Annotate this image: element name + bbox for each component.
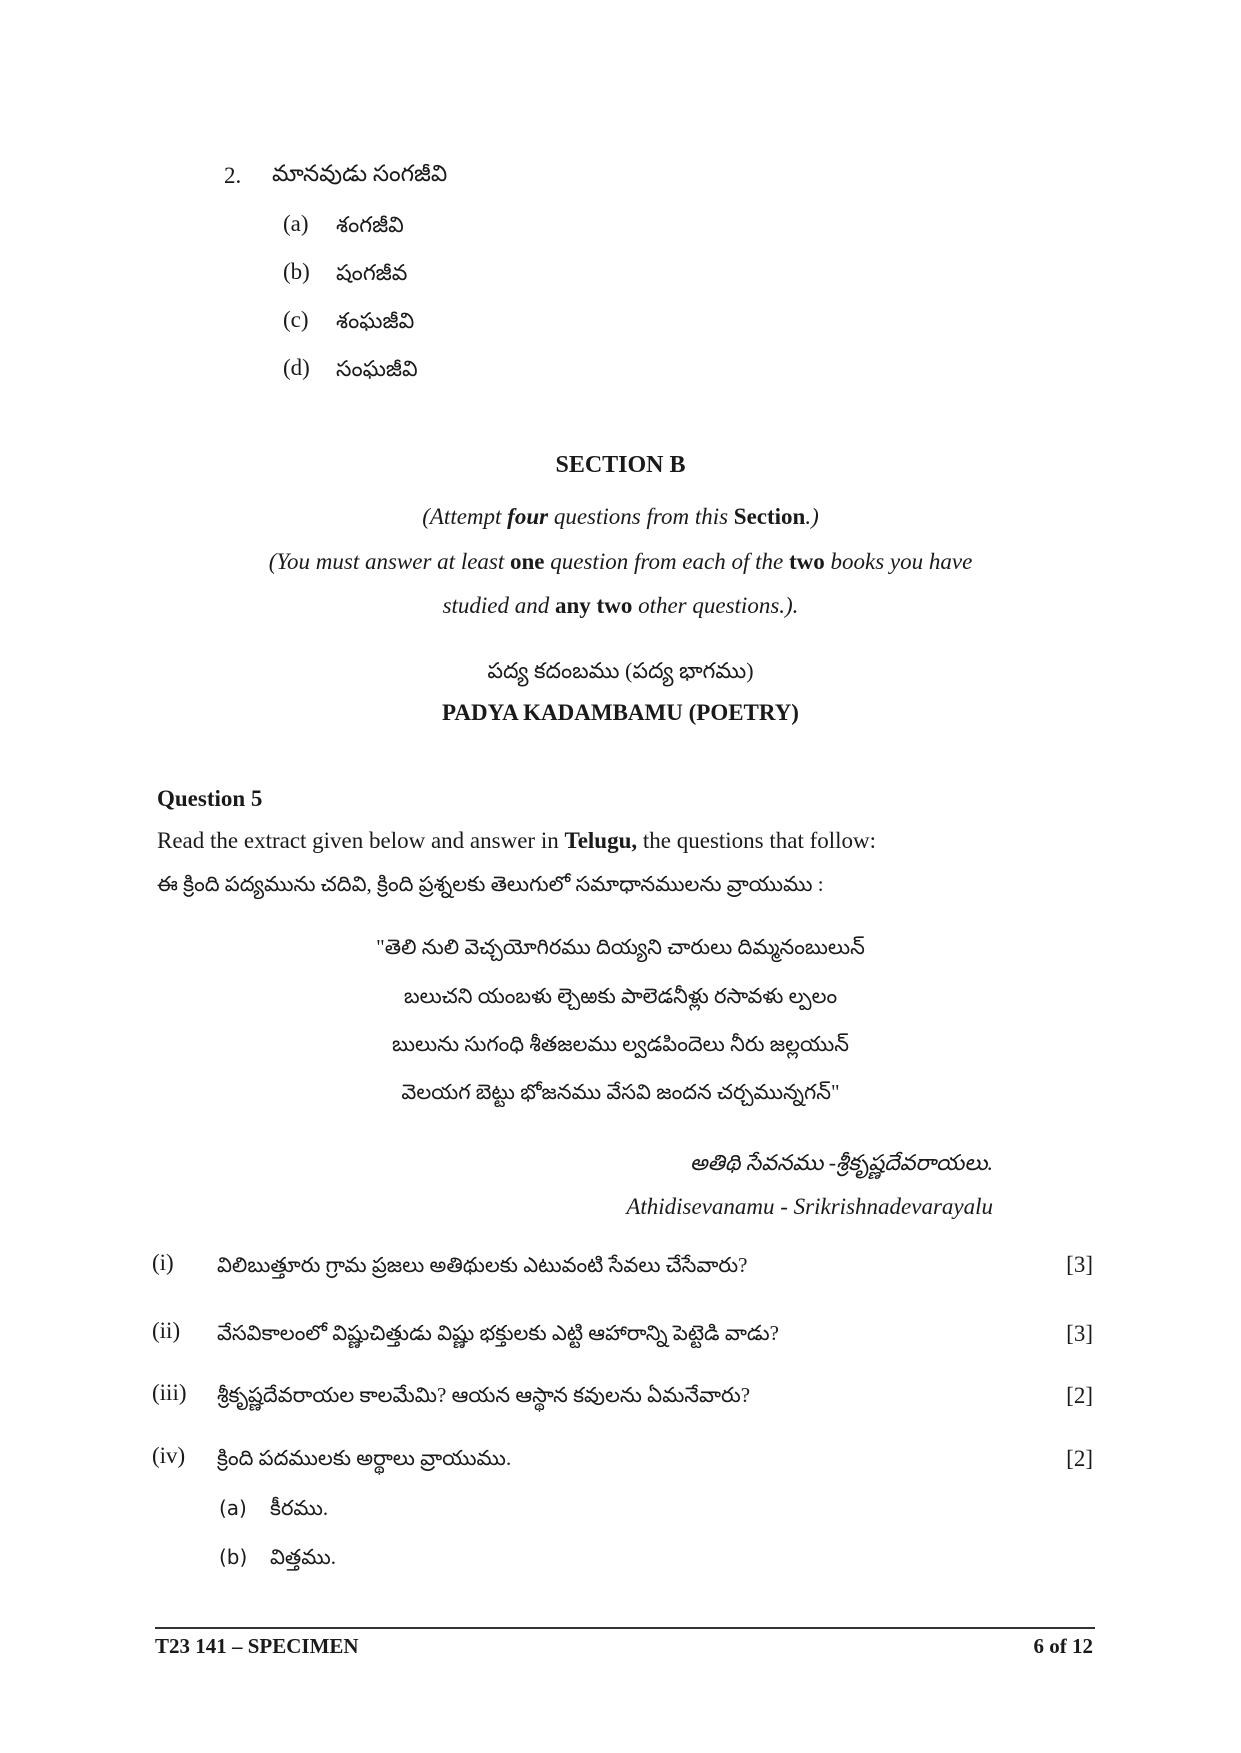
subquestion-marks: [3] [1066,1252,1093,1277]
option-label: (c) [283,307,309,332]
question-title: Question 5 [157,786,263,811]
option-text: శంగజీవి [336,212,404,237]
option-label: (d) [283,355,310,380]
subquestion-text: శ్రీకృష్ణదేవరాయల కాలమేమి? ఆయన ఆస్థాన కవులను ఏమనేవారు? [217,1383,751,1407]
poem-line: బలుచని యంబళు ల్చెఱకు పాలెడనీళ్లు రసావళు ల్పలం [403,984,838,1008]
subquestion-marks: [3] [1066,1321,1093,1346]
footer-divider [155,1627,1095,1629]
paper-code: T23 141 – SPECIMEN [155,1634,359,1658]
subitem-label: (b) [219,1545,248,1569]
subitem-text: కీరము. [270,1496,329,1520]
poem-line: "తెలి నులి వెచ్చయోగిరము దియ్యని చారులు దిమ్మనంబులున్ [376,935,865,959]
poem-line: వెలయగ బెట్టు భోజనము వేసవి జందన చర్చమున్నగన్" [401,1080,840,1104]
subquestion-marks: [2] [1066,1446,1093,1471]
page-number: 6 of 12 [1033,1634,1093,1658]
question-instruction: Read the extract given below and answer in Telugu, the questions that follow: [157,828,877,853]
question-text: మానవుడు సంగజీవి [272,161,448,186]
subquestion-text: క్రింది పదములకు అర్థాలు వ్రాయుము. [217,1446,512,1470]
attribution-telugu: అతిథి సేవనము -శ్రీకృష్ణదేవరాయలు. [690,1150,993,1175]
question-number: 2. [224,163,242,188]
section-instruction: studied and any two other questions.). [442,593,799,618]
section-instruction: (You must answer at least one question from each of the two books you have [268,549,973,574]
question-instruction-telugu: ఈ క్రింది పద్యమును చదివి, క్రింది ప్రశ్నలకు తెలుగులో సమాధానములను వ్రాయుము : [157,872,824,896]
subitem-label: (a) [219,1496,247,1520]
option-label: (a) [283,211,309,236]
subquestion-marks: [2] [1066,1383,1093,1408]
subquestion-number: (i) [152,1250,174,1275]
poetry-heading: PADYA KADAMBAMU (POETRY) [442,700,799,725]
attribution-english: Athidisevanamu - Srikrishnadevarayalu [626,1194,993,1219]
option-text: సంఘజీవి [336,356,418,381]
subitem-text: విత్తము. [270,1545,337,1569]
subquestion-text: వేసవికాలంలో విష్ణుచిత్తుడు విష్ణు భక్తులకు ఎట్టి ఆహారాన్ని పెట్టెడి వాడు? [217,1321,779,1345]
telugu-heading: పద్య కదంబము (పద్య భాగము) [487,658,754,683]
subquestion-number: (iii) [152,1380,187,1405]
poem-line: బులును సుగంధి శీతజలము ల్వడపిందెలు నీరు జల్లయున్ [391,1032,850,1056]
option-text: షంగజీవ [336,260,408,285]
subquestion-number: (iv) [152,1443,186,1468]
option-label: (b) [283,259,310,284]
subquestion-number: (ii) [152,1318,181,1343]
section-instruction: (Attempt four questions from this Section.) [422,504,819,529]
option-text: శంఘజీవి [336,308,415,333]
subquestion-text: విలిబుత్తూరు గ్రామ ప్రజలు అతిథులకు ఎటువంటి సేవలు చేసేవారు? [217,1253,748,1277]
section-title: SECTION B [555,452,686,478]
